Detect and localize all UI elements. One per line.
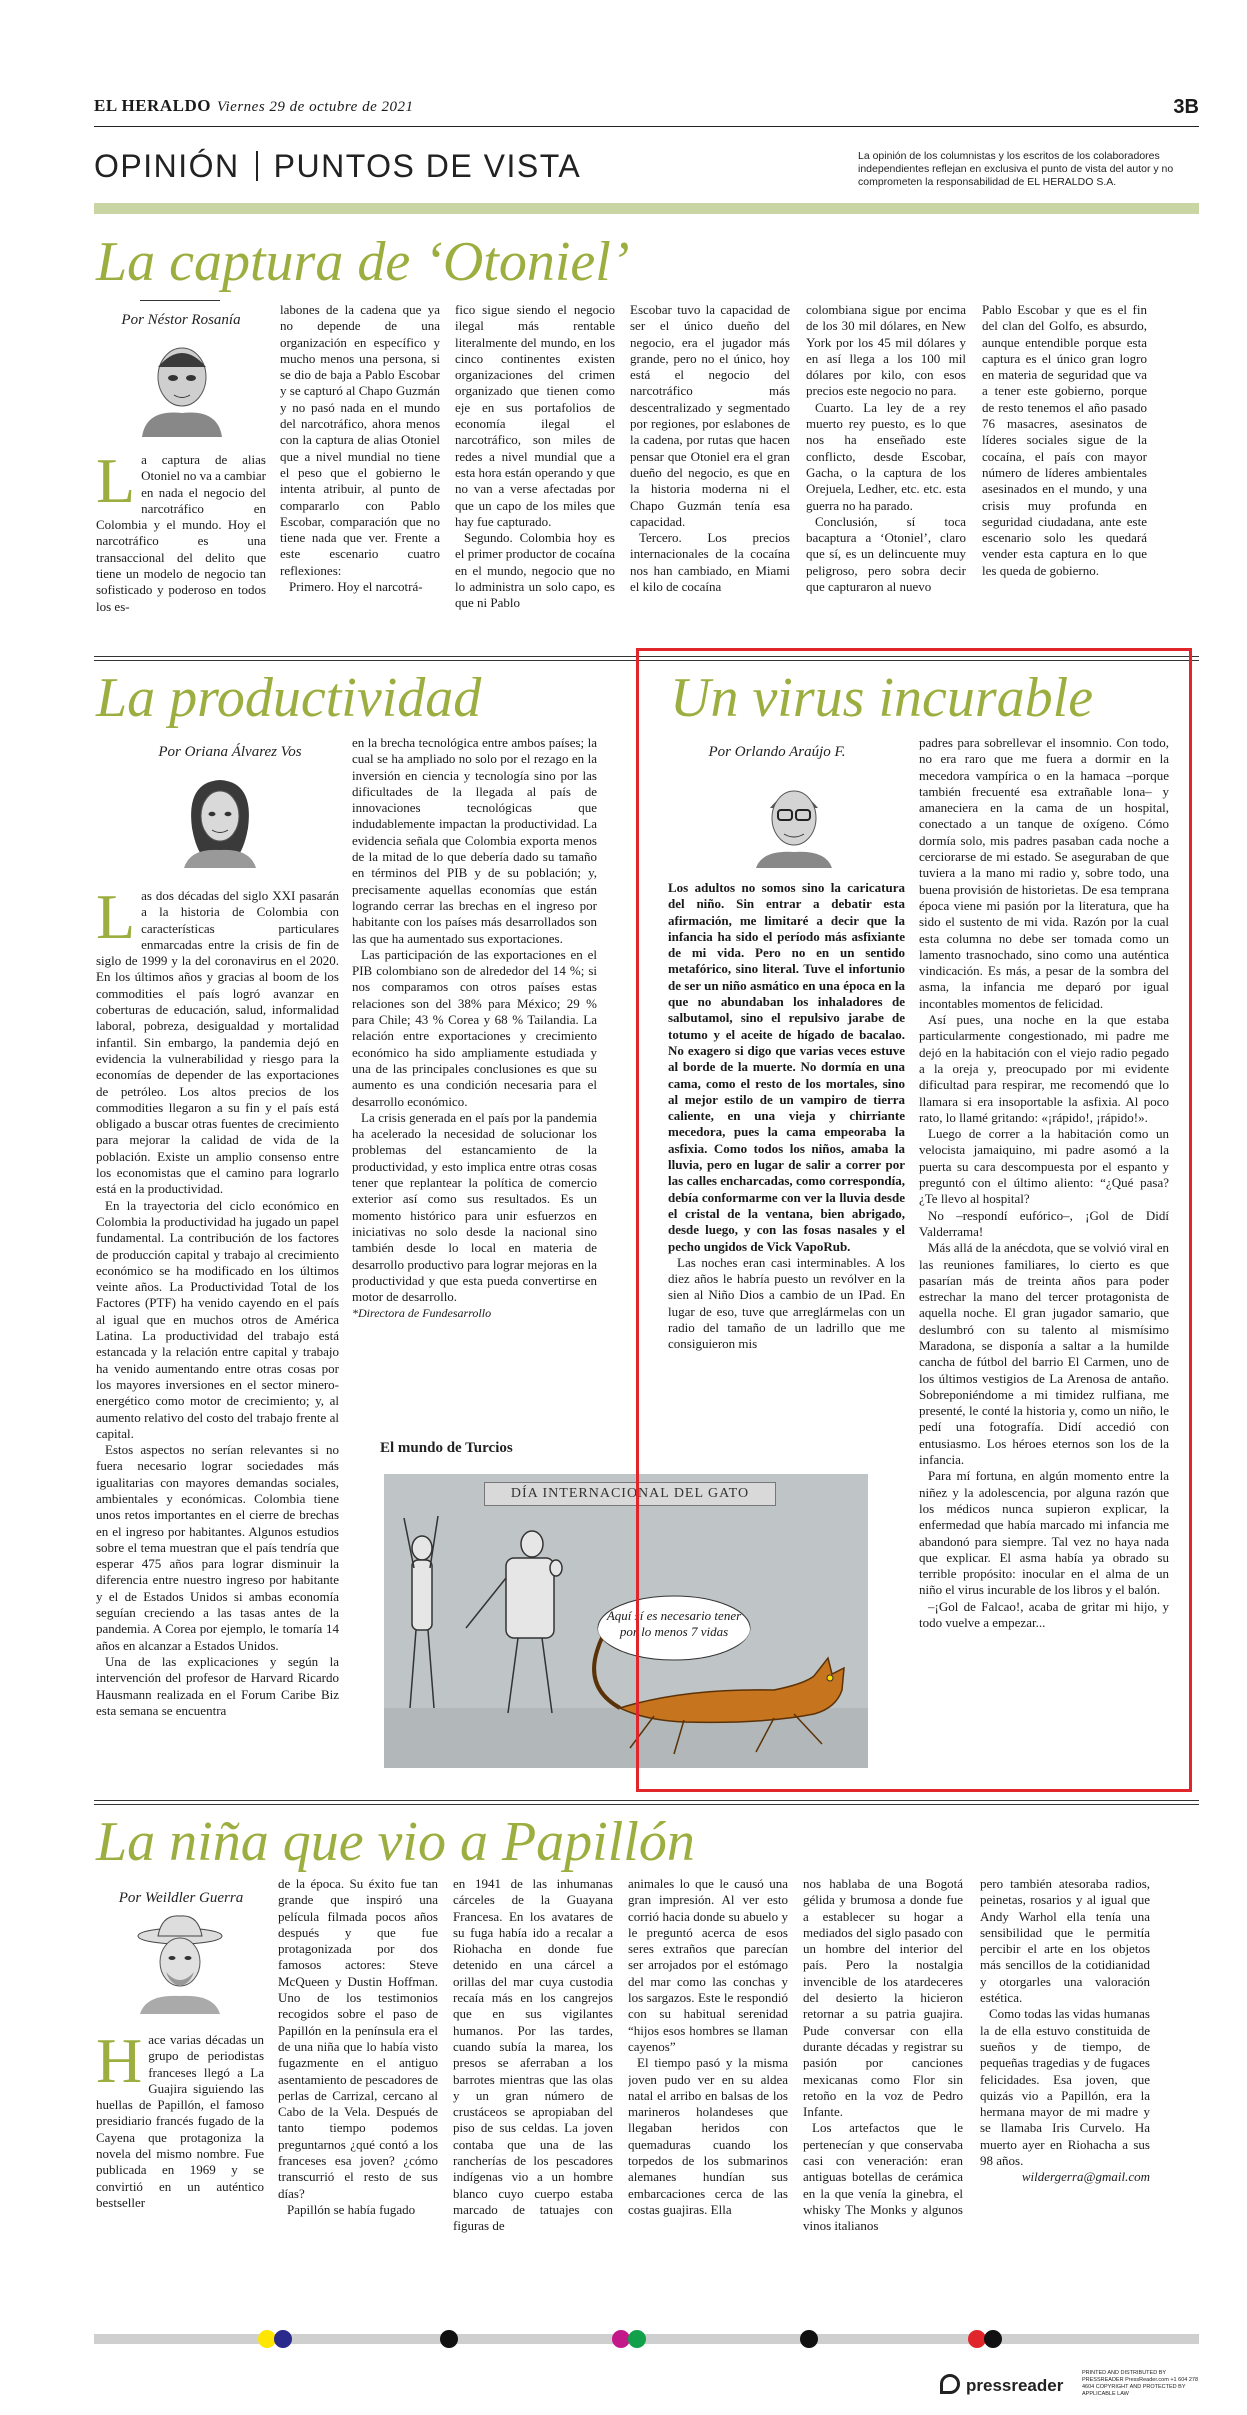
article3-col1 <box>668 880 905 1440</box>
paragraph: El tiempo pasó y la misma joven pudo ver en su aldea natal el arribo en balsas de los marineros holandeses que llegaban heridos con quemaduras cuando los torpedos de los submarinos alemanes hundían sus embarcaciones cerca de las costas guajiras. Ella <box>628 2055 788 2217</box>
pressreader-fineprint: PRINTED AND DISTRIBUTED BY PRESSREADER PressReader.com +1 604 278 4604 COPYRIGHT AND PROTECTED BY APPLICABLE LAW <box>1082 2370 1199 2397</box>
paragraph: La crisis generada en el país por la pandemia ha acelerado la necesidad de solucionar los problemas del estancamiento de la productividad, y esto implica entre otras cosas tener que replantear la política de comercio exterior así como sus resultados. Es un momento histórico para unir esfuerzos en iniciativas no solo desde la nacional sino también desde lo local en materia de desarrollo productivo para lograr mejoras en la productividad y que esta pueda convertirse en motor de desarrollo. <box>352 1109 597 1305</box>
paragraph: Como todas las vidas humanas la de ella estuvo constituida de sueños y de tiempo, de pequeñas tragedias y de fugaces felicidades. Esa joven, que quizás vio a Papillón, era la hermana mayor de mi madre y se llamaba Iris Curvelo. Ha muerto ayer en Riohacha a sus 98 años. <box>980 2006 1150 2169</box>
dropcap: L <box>96 452 136 516</box>
disclaimer: La opinión de los columnistas y los escritos de los colaboradores independientes reflejan en exclusiva el punto de vista del autor y no comprometen la responsabilidad de EL HERALDO S.A. <box>858 150 1174 188</box>
author-portrait-alvarez <box>174 768 266 868</box>
dropcap: L <box>96 888 136 952</box>
paragraph: as dos décadas del siglo XXI pasarán a la historia de Colombia con características particulares enmarcadas entre la crisis de fin de siglo de 1999 y la del coronavirus en el 2020. En los últimos años y gracias al boom de los commodities el país logró avanzar en coberturas de educación, salud, informalidad laboral, pobreza, desigualdad y mortalidad infantil. Sin embargo, la pandemia dejó en evidencia la vulnerabilidad y riesgo para la economías de depender de las exportaciones de petróleo. Los altos precios de los commodities llegaron a su fin y el país está obligado a buscar otras fuentes de crecimiento para mejorar la calidad de vida de la población. Existe un amplio consenso entre los economistas que el camino para lograrlo está en la productividad. <box>96 888 339 1197</box>
paragraph: Segundo. Colombia hoy es el primer productor de cocaína en el mundo, negocio que no lo administra un solo capo, es que ni Pablo <box>455 530 615 611</box>
article2-title: La productividad <box>96 667 482 729</box>
dropcap: H <box>96 2032 143 2096</box>
article2-col2 <box>352 735 597 1365</box>
paragraph: Estos aspectos no serían relevantes si no fuera necesario lograr sociedades más igualitarias con mayores demandas sociales, ambientales y económicas. Colombia tiene unos retos importantes en el cierre de brechas en el ingreso por habitantes. Algunos estudios sobre el tema muestran que el país tendría que esperar 475 años para lograr disminuir la diferencia entre nuestro ingreso por habitante y el de Estados Unidos si ambas economía seguían creciendo a las tasas antes de la pandemia. A Corea por ejemplo, le tomaría 14 años en alcanzar a Estados Unidos. <box>96 1442 339 1653</box>
paragraph: Para mí fortuna, en algún momento entre la niñez y la adolescencia, por alguna razón que los médicos nunca supieron explicar, la enfermedad que había marcado mi infancia me abandonó para siempre. Tal vez no haya nada que explicar. El asma había ya obrado su terrible propósito: inocular en el alma de un niño el virus incurable de los libros y el balón. <box>919 1468 1169 1598</box>
section-right: PUNTOS DE VISTA <box>273 148 582 184</box>
paragraph: En la trayectoria del ciclo económico en Colombia la productividad ha jugado un papel fundamental. La contribución de los factores de producción capital y trabajo al crecimiento económico se ha modificado en los últimos veinte años. La Productividad Total de los Factores (PTF) ha venido cayendo en el país al igual que en muchos otros de América Latina. La productividad del trabajo está estancada y la relación entre capital y trabajo ha venido aumentando entre otras cosas por los mayores inversiones en el sector minero-energético como motor de crecimiento; y, al aumento relativo del costo del trabajo frente al capital. <box>96 1197 339 1441</box>
article4-col5 <box>803 1876 963 2276</box>
paragraph: animales lo que le causó una gran impresión. Al ver esto corrió hacia donde su abuelo y le preguntó acerca de esos seres extraños que parecían ser arrojados por el estómago del mar como las conchas y los sargazos. Este le respondió con su habitual serenidad “hijos esos hombres se llaman cayenos” <box>628 1876 788 2054</box>
author-note: *Directora de Fundesarrollo <box>352 1306 492 1321</box>
article4-byline: Por Weildler Guerra <box>118 1890 244 1906</box>
paragraph: Luego de correr a la habitación como un velocista jamaiquino, mi padre asomó a la puerta su cara descompuesta por el espanto y preguntó con el último aliento: “¿Qué pasa? ¿Te llevo al hospital? <box>919 1126 1169 1207</box>
article1-col2 <box>280 302 440 652</box>
article4-col6 <box>980 1876 1150 2276</box>
paragraph: a captura de alias Otoniel no va a cambiar en nada el negocio del narcotráfico en Colombia y el mundo. Hoy el narcotráfico es una transaccional del delito que tiene un modelo de negocio tan sofisticado y poderoso en todos los es- <box>96 452 266 614</box>
article2-byline: Por Oriana Álvarez Vos <box>158 744 302 760</box>
article1-col3 <box>455 302 615 652</box>
article1-col1 <box>96 452 266 652</box>
article1-col4 <box>630 302 790 652</box>
registration-dot <box>628 2330 646 2348</box>
paragraph: de la época. Su éxito fue tan grande que inspiró una película filmada pocos años después y que fue protagonizada por dos famosos actores: Steve McQueen y Dustin Hoffman. Uno de los testimonios recogidos sobre el paso de Papillón en la península era el de una niña que lo había visto fugazmente en el antiguo asentamiento de pescadores de perlas de Carrizal, cercano al Cabo de la Vela. Después de tanto tiempo podemos preguntarnos ¿qué contó a los franceses esa joven? ¿cómo transcurrió el resto de sus días? <box>278 1876 438 2201</box>
article1-col5 <box>806 302 966 652</box>
header-rule <box>94 126 1199 127</box>
paragraph: Las participación de las exportaciones en el PIB colombiano son de alrededor del 14 %; si nos comparamos con otros países estas relaciones son del 38% para México; 29 % para Chile; 43 % Corea y 68 % Tailandia. La relación entre exportaciones y crecimiento económico ha sido ampliamente estudiada y una de las principales conclusiones es que su aumento es una condición necesaria para el desarrollo económico. <box>352 946 597 1109</box>
article1-byline: Por Néstor Rosanía <box>121 312 241 328</box>
author-portrait-guerra <box>132 1912 228 2014</box>
section-divider-rule-2 <box>94 1800 1199 1805</box>
paragraph: en la brecha tecnológica entre ambos países; la cual se ha ampliado no solo por el rezago en la inversión en ciencia y tecnología sino por las dificultades de la llegada al país de innovaciones tecnológicas que indudablemente impactan la productividad. La evidencia señala que Colombia exporta menos de la mitad de lo que debería dado su tamaño en términos del PIB y de su población; y, precisamente aquellas economías que están logrando cerrar las brechas en el ingreso por habitante con los países más desarrollados son las que ha aumentado sus exportaciones. <box>352 735 597 946</box>
section-left: OPINIÓN <box>94 148 240 184</box>
paragraph: Cuarto. La ley de a rey muerto rey puesto, es lo que nos ha enseñado este conflicto, desde Escobar, Gacha, o la captura de los Orejuela, Ledher, etc. etc. esta guerra no ha parado. <box>806 399 966 513</box>
registration-dot <box>984 2330 1002 2348</box>
section-title <box>94 148 581 185</box>
paper-name: EL HERALDO <box>94 96 211 115</box>
paragraph: ace varias décadas un grupo de periodistas franceses llegó a La Guajira siguiendo las huellas de Papillón, el famoso presidiario francés fugado de la Cayena que protagoniza la novela del mismo nombre. Fue publicada en 1969 y se convirtió en un auténtico bestseller <box>96 2032 264 2210</box>
paragraph: colombiana sigue por encima de los 30 mil dólares, en New York por los 45 mil dólares y en así llega a los 100 mil dólares por kilo, con esos precios este negocio no para. <box>806 302 966 399</box>
paragraph: –¡Gol de Falcao!, acaba de gritar mi hijo, y todo vuelve a empezar... <box>919 1598 1169 1631</box>
paragraph: en 1941 de las inhumanas cárceles de la Guayana Francesa. En los avatares de su fuga había ido a recalar a Riohacha en donde fue detenido en una cárcel a orillas del mar cuya custodia recaía más en los cangrejos que en sus vigilantes humanos. Por las tardes, cuando subía la marea, los presos se aferraban a los barrotes mientras que las olas y un gran número de crustáceos se apropiaban del piso de sus celdas. La joven contaba que una de las rancherías de los pescadores indígenas vio a un hombre blanco cuyo cuerpo estaba marcado de tatuajes con figuras de <box>453 1876 613 2234</box>
cartoon-banner: DÍA INTERNACIONAL DEL GATO <box>484 1482 776 1506</box>
registration-dot <box>800 2330 818 2348</box>
article4-title: La niña que vio a Papillón <box>96 1811 695 1873</box>
article3-title: Un virus incurable <box>670 667 1094 729</box>
section-divider <box>256 151 258 181</box>
article4-col2 <box>278 1876 438 2276</box>
paragraph: Las noches eran casi interminables. A los diez años le habría puesto un revólver en la sien al Niño Dios a cambio de un IPad. En lugar de eso, tuve que arreglármelas con un radio del tamaño de un ladrillo que me consiguieron mis <box>668 1254 905 1352</box>
paragraph: Más allá de la anécdota, que se volvió viral en las reuniones familiares, lo cierto es que pasarían más de treinta años para poder estrechar la mano del tercer protagonista de aquella noche. El gran jugador samario, que deslumbró con su talento al mismísimo Maradona, se disponía a saltar a la humilde cancha de fútbol del barrio El Carmen, uno de los últimos vestigios de La Arenosa de antaño. Sobreponiéndome a mi timidez rulfiana, me presenté, le conté la historia y, como un niño, le pedí una fotografía. Didí accedió con entusiasmo. Los héroes eternos son los de la infancia. <box>919 1240 1169 1468</box>
paragraph: padres para sobrellevar el insomnio. Con todo, no era raro que me fuera a dormir en la mecedora vampírica o en la hamaca –porque también frecuenté esa extrañable lona– y amaneciera en la cama de un hospital, conectado a un tanque de oxígeno. Cómo dormía solo, mis padres pasaban cada noche a cerciorarse de mi estado. Se aseguraban de que tuviera a la mano mi radio y, sobre todo, una buena provisión de historietas. De esa temprana época viene mi pasión por la literatura, que ha sido el sustento de mi vida. Razón por la cual esta columna no debe ser tomada como un lamento trasnochado, sino como una auténtica vindicación. Es más, a pesar de la sombra del asma, la infancia me deparó por igual incontables momentos de felicidad. <box>919 735 1169 1011</box>
author-portrait-rosania <box>136 333 228 437</box>
paragraph: Papillón se había fugado <box>287 2201 416 2217</box>
pressreader-icon <box>940 2374 960 2394</box>
paragraph: Así pues, una noche en la que estaba particularmente congestionado, mi padre me dejó en la habitación con el viejo radio pegado a la oreja y, preocupado por mi evidente dificultad para respirar, me recomendó que lo llamara si era insoportable la asfixia. Al poco rato, lo llamé gritando: «¡rápido!, ¡rápido!». <box>919 1012 1169 1125</box>
byline-rule <box>140 300 220 301</box>
author-portrait-araujo <box>748 768 840 868</box>
pressreader-logo <box>940 2374 1063 2396</box>
paragraph: nos hablaba de una Bogotá gélida y brumosa a donde fue a establecer su hogar a mediados del siglo pasado con un hombre del interior del país. Pero la nostalgia invencible de los atardeceres del desierto la hicieron retornar a su patria guajira. Pude conversar con ella durante décadas y registrar su pasión por canciones mexicanas como Flor sin retoño en la voz de Pedro Infante. <box>803 1876 963 2120</box>
author-email: wildergerra@gmail.com <box>1021 2169 1150 2185</box>
issue-date: Viernes 29 de octubre de 2021 <box>216 99 414 115</box>
paragraph: Tercero. Los precios internacionales de la cocaína nos han cambiado, en Miami el kilo de cocaína <box>630 530 790 595</box>
pressreader-label: pressreader <box>966 2376 1064 2395</box>
article2-col1 <box>96 888 339 1888</box>
article1-col6 <box>982 302 1147 652</box>
paragraph: Los adultos no somos sino la caricatura del niño. Sin entrar a debatir esta afirmación, me limitaré a decir que la infancia ha sido el período más asfixiante de mi vida. Pero no en un sentido metafórico, sino literal. Tuve el infortunio de ser un niño asmático en una época en la que no abundaban los inhaladores de salbutamol, sino el repulsivo jarabe de totumo y el aceite de hígado de bacalao. No exagero si digo que varias veces estuve al borde de la muerte. No dormía en una cama, como el resto de los mortales, sino al mejor estilo de un vampiro de tierra caliente, en una vieja y chirriante mecedora, pues la cama empeoraba la asfixia. Como todos los niños, amaba la lluvia, pero en lugar de salir a correr por las calles encharcadas, como correspondía, debía conformarme con ver la lluvia desde el cristal de la ventana, bien abrigado, desde luego, y con las fosas nasales y el pecho ungidos de Vick VapoRub. <box>668 880 905 1254</box>
paragraph: Conclusión, sí toca bacaptura a ‘Otoniel’, claro que sí, es un delincuente muy peligroso, pero sobra decir que capturaron al nuevo <box>806 513 966 595</box>
paragraph: No –respondí eufórico–, ¡Gol de Didí Valderrama! <box>919 1207 1169 1239</box>
registration-dot <box>274 2330 292 2348</box>
section-bar <box>94 203 1199 214</box>
article3-byline: Por Orlando Araújo F. <box>708 744 846 760</box>
article3-col2 <box>919 735 1169 1775</box>
article4-col4 <box>628 1876 788 2276</box>
paragraph: Los artefactos que le pertenecían y que conservaba casi con veneración: eran antiguas botellas de cerámica en la que venía la ginebra, el whisky The Monks y algunos vinos italianos <box>803 2120 963 2234</box>
speech-bubble: Aquí sí es necesario tener por lo menos 7 vidas <box>598 1600 750 1658</box>
registration-dot <box>440 2330 458 2348</box>
masthead <box>94 96 414 116</box>
paragraph: pero también atesoraba radios, peinetas, rosarios y al igual que Andy Warhol ella tenía una sensibilidad que le permitía percibir el arte en los objetos más sencillos de la cotidianidad y otorgarles una valoración estética. <box>980 1876 1150 2006</box>
paragraph: Pablo Escobar y que es el fin del clan del Golfo, es absurdo, aunque entendible porque esta captura es el único gran logro en materia de seguridad que va a tener este gobierno, porque de resto tenemos el año pasado 76 masacres, asesinatos de líderes sociales sigue de la cocaína, el país con mayor número de líderes ambientales asesinados en el mundo, y una crisis muy profunda en seguridad ciudadana, ante este escenario solo les quedará vender esta captura en lo que les queda de gobierno. <box>982 302 1147 578</box>
cartoon-section-title: El mundo de Turcios <box>380 1440 513 1456</box>
article4-col3 <box>453 1876 613 2276</box>
article4-col1 <box>96 2032 264 2272</box>
page-number: 3B <box>1173 96 1199 118</box>
paragraph: Primero. Hoy el narcotrá- <box>289 579 423 595</box>
paragraph: labones de la cadena que ya no depende de una organización en específico y mucho menos una persona, si se dio de baja a Pablo Escobar y se capturó al Chapo Guzmán y no pasó nada en el mundo del narcotráfico, ahora menos con la captura de alias Otoniel que a nivel mundial no tiene el peso que el gobierno le intenta atribuir, al punto de compararlo con Pablo Escobar, comparación que no tiene nada que ver. Frente a este escenario cuatro reflexiones: <box>280 302 440 578</box>
paragraph: fico sigue siendo el negocio ilegal más rentable literalmente del mundo, en los cinco continentes existen organizaciones del crimen organizado que tienen como eje en sus portafolios de economía ilegal el narcotráfico, son miles de redes a nivel mundial que a esta hora están operando y que no van a verse afectadas por que un capo de los miles que hay fue capturado. <box>455 302 615 529</box>
paragraph: Escobar tuvo la capacidad de ser el único dueño del negocio, era el jugador más grande, pero no el único, hoy está el negocio del narcotráfico más descentralizado y segmentado por regiones, por eslabones de la cadena, por rutas que hacen pensar que Otoniel era el gran dueño del negocio, es que en la historia moderna ni el Chapo Guzmán tenía esa capacidad. <box>630 302 790 529</box>
article1-title: La captura de ‘Otoniel’ <box>96 231 630 293</box>
paragraph: Una de las explicaciones y según la intervención del profesor de Harvard Ricardo Hausmann realizada en el Forum Caribe Biz esta semana se encuentra <box>96 1653 339 1718</box>
